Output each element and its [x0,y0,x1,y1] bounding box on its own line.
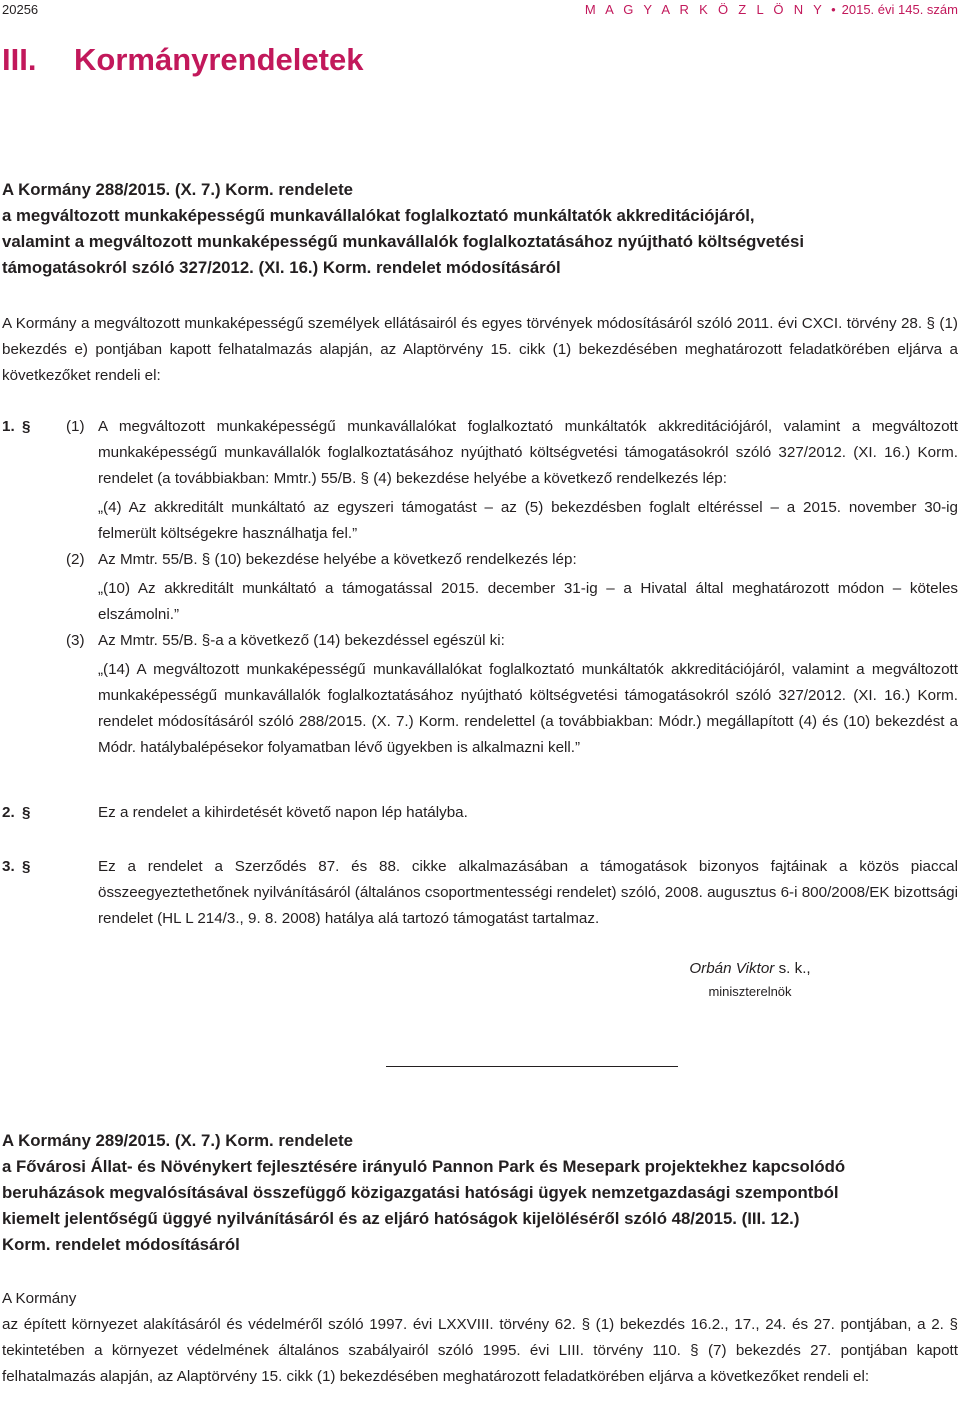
article-3 [2,854,958,932]
paragraph-3 [66,628,958,761]
article-number: 2. [2,804,15,821]
decree-title-line: A Kormány 289/2015. (X. 7.) Korm. rendelete [2,1131,353,1150]
section-title: Kormányrendeletek [74,42,364,77]
page-number: 20256 [2,2,39,17]
section-sign: § [22,804,31,821]
paragraph-text: A megváltozott munkaképességű munkavállalókat foglalkoztató munkáltatók akkreditációjáról, valamint a megváltozott munkaképességű munkavállalók foglalkoztatásához nyújtható költségvetési támogatásokról szóló 327/2012. (XI. 16.) Korm. rendelet (a továbbiakban: Mmtr.) 55/B. § (4) bekezdése helyébe a következő rendelkezés lép: [98,418,958,487]
paragraph-number: (3) [66,632,85,649]
signature-block [600,957,900,1003]
decree-title-line: a Fővárosi Állat- és Növénykert fejlesztésére irányuló Pannon Park és Mesepark projektekhez kapcsolódó [2,1157,846,1176]
decree-preamble: az épített környezet alakításáról és védelméről szóló 1997. évi LXXVIII. törvény 62. § (1) bekezdés 16.2., 17., 24. és 27. pontjában, a 2. § tekintetében a környezet védelmének általános szabályairól szóló 1995. évi LIII. törvény 110. § (7) bekezdés 27. pontjában kapott felhatalmazás alapján, az Alaptörvény 15. cikk (1) bekezdésében meghatározott feladatkörében eljárva a következőket rendeli el: [2,1316,958,1385]
article-text: Ez a rendelet a Szerződés 87. és 88. cikke alkalmazásában a támogatások bizonyos fajtáinak a közös piaccal összeegyeztethetőnek nyilvánításáról (általános csoportmentességi rendelet) szóló, 2008. augusztus 6-i 800/2008/EK bizottsági rendelet (HL L 214/3., 9. 8. 2008) hatálya alá tartozó támogatást tartalmaz. [98,858,958,927]
paragraph-number: (1) [66,418,85,435]
paragraph-2 [66,547,958,628]
decree-title-line: A Kormány 288/2015. (X. 7.) Korm. rendelete [2,180,353,199]
signatory-role: miniszterelnök [708,984,792,999]
article-number: 1. [2,418,15,435]
issue-label: 2015. évi 145. szám [841,2,958,17]
article-text: Ez a rendelet a kihirdetését követő napon lép hatályba. [98,804,468,821]
article-body [66,414,958,761]
paragraph-text: Az Mmtr. 55/B. §-a a következő (14) bekezdéssel egészül ki: [98,632,505,649]
paragraph-1 [66,414,958,547]
signature-suffix: s. k., [774,960,811,977]
section-sign: § [22,858,31,875]
publication-header [585,2,958,17]
decree-title-line: támogatásokról szóló 327/2012. (XI. 16.) Korm. rendelet módosításáról [2,258,561,277]
decree-title-line: a megváltozott munkaképességű munkavállalókat foglalkoztató munkáltatók akkreditációjáról, [2,206,755,225]
paragraph-number: (2) [66,551,85,568]
article-2 [2,800,958,826]
article-number: 3. [2,858,15,875]
decree-title [2,177,958,281]
section-heading [2,42,363,78]
decree-title [2,1128,958,1258]
page-header [2,2,958,22]
decree-intro: A Kormány [2,1290,77,1307]
decree-title-line: valamint a megváltozott munkaképességű munkavállalók foglalkoztatásához nyújtható költségvetési [2,232,805,251]
decree-preamble: A Kormány a megváltozott munkaképességű személyek ellátásairól és egyes törvények módosításáról szóló 2011. évi CXCI. törvény 28. § (1) bekezdés e) pontjában kapott felhatalmazás alapján, az Alaptörvény 15. cikk (1) bekezdésében meghatározott feladatkörében eljárva a következőket rendeli el: [2,315,958,384]
publication-name: M A G Y A R K Ö Z L Ö N Y [584,2,826,17]
amendment-quote: „(14) A megváltozott munkaképességű munkavállalókat foglalkoztató munkáltatók akkreditációjáról, valamint a megváltozott munkaképességű munkavállalók foglalkoztatásához nyújtható költségvetési támogatásokról szóló 327/2012. (XI. 16.) Korm. rendelet módosításáról szóló 288/2015. (X. 7.) Korm. rendelettel (a továbbiakban: Módr.) megállapított (4) és (10) bekezdést a Módr. hatálybalépésekor folyamatban lévő ügyekben is alkalmazni kell.” [98,661,958,756]
decree-separator [386,1066,678,1067]
decree-title-line: Korm. rendelet módosításáról [2,1235,240,1254]
signatory-name: Orbán Viktor [689,960,775,977]
amendment-quote: „(10) Az akkreditált munkáltató a támogatással 2015. december 31-ig – a Hivatal által meghatározott módon – köteles elszámolni.” [98,580,958,623]
decree-title-line: kiemelt jelentőségű üggyé nyilvánításáról és az eljáró hatóságok kijelöléséről szóló 48/2015. (III. 12.) [2,1209,800,1228]
amendment-quote: „(4) Az akkreditált munkáltató az egyszeri támogatást – az (5) bekezdésben foglalt eltéréssel – a 2015. november 30-ig felmerült költségekre használhatja fel.” [98,499,958,542]
section-sign: § [22,418,31,435]
paragraph-text: Az Mmtr. 55/B. § (10) bekezdése helyébe a következő rendelkezés lép: [98,551,577,568]
header-separator: • [831,2,836,17]
section-number: III. [2,42,37,77]
decree-title-line: beruházások megvalósításával összefüggő közigazgatási hatósági ügyek nemzetgazdasági szempontból [2,1183,839,1202]
article-1 [2,414,958,761]
